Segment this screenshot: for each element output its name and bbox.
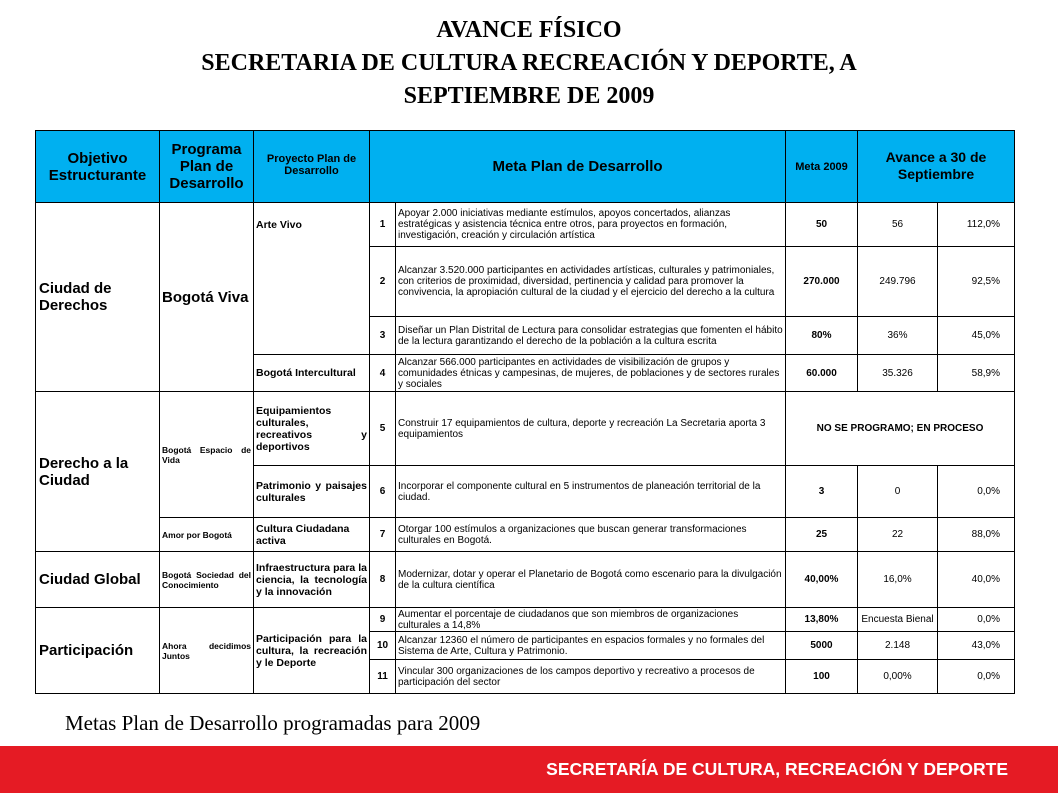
header-objetivo: Objetivo Estructurante: [36, 131, 160, 203]
proyecto-cell: Arte Vivo: [254, 203, 370, 355]
meta-number: 1: [370, 203, 396, 247]
meta-2009-value: 3: [786, 466, 858, 518]
header-avance: Avance a 30 de Septiembre: [858, 131, 1015, 203]
header-proyecto: Proyecto Plan de Desarrollo: [254, 131, 370, 203]
meta-2009-value: 13,80%: [786, 608, 858, 632]
avance-value: 0: [858, 466, 938, 518]
header-programa: Programa Plan de Desarrollo: [160, 131, 254, 203]
meta-description: Otorgar 100 estímulos a organizaciones que buscan generar transformaciones culturales en Bogotá.: [396, 518, 786, 552]
programa-cell: Bogotá Sociedad del Conocimiento: [160, 552, 254, 608]
avance-value: 16,0%: [858, 552, 938, 608]
proyecto-cell: Infraestructura para la ciencia, la tecnología y la innovación: [254, 552, 370, 608]
meta-number: 5: [370, 392, 396, 466]
avance-percent: 0,0%: [938, 466, 1015, 518]
meta-number: 3: [370, 317, 396, 355]
meta-number: 8: [370, 552, 396, 608]
avance-value: 249.796: [858, 247, 938, 317]
proyecto-cell: Participación para la cultura, la recreación y le Deporte: [254, 608, 370, 694]
meta-number: 4: [370, 355, 396, 392]
meta-description: Aumentar el porcentaje de ciudadanos que son miembros de organizaciones culturales a 14,8%: [396, 608, 786, 632]
meta-2009-value: 50: [786, 203, 858, 247]
meta-2009-value: 270.000: [786, 247, 858, 317]
table-caption: Metas Plan de Desarrollo programadas para 2009: [65, 711, 481, 735]
table-row: [36, 608, 1015, 632]
progress-table-container: [35, 130, 1014, 693]
avance-percent: 92,5%: [938, 247, 1015, 317]
meta-2009-value: 25: [786, 518, 858, 552]
meta-description: Construir 17 equipamientos de cultura, deporte y recreación La Secretaria aporta 3 equipamientos: [396, 392, 786, 466]
proyecto-cell: Equipamientos culturales, recreativos y deportivos: [254, 392, 370, 466]
avance-value: 36%: [858, 317, 938, 355]
meta-2009-value: 100: [786, 660, 858, 694]
footer-bar: [0, 746, 1058, 793]
meta-description: Diseñar un Plan Distrital de Lectura para consolidar estrategias que fomenten el hábito de la lectura garantizando el derecho de la población a la cultura escrita: [396, 317, 786, 355]
footer-text: SECRETARÍA DE CULTURA, RECREACIÓN Y DEPORTE: [546, 759, 1008, 779]
proyecto-cell: Patrimonio y paisajes culturales: [254, 466, 370, 518]
avance-percent: 0,0%: [938, 608, 1015, 632]
avance-percent: 58,9%: [938, 355, 1015, 392]
not-programmed-status: NO SE PROGRAMO; EN PROCESO: [786, 392, 1015, 466]
avance-percent: 88,0%: [938, 518, 1015, 552]
title-line-2: SECRETARIA DE CULTURA RECREACIÓN Y DEPORTE, A: [201, 50, 857, 76]
avance-value: 0,00%: [858, 660, 938, 694]
programa-cell: Amor por Bogotá: [160, 518, 254, 552]
avance-value: 56: [858, 203, 938, 247]
meta-description: Modernizar, dotar y operar el Planetario de Bogotá como escenario para la divulgación de la cultura científica: [396, 552, 786, 608]
table-row: [36, 203, 1015, 247]
meta-description: Alcanzar 3.520.000 participantes en actividades artísticas, culturales y patrimoniales, con criterios de proximidad, diversidad, pertinencia y calidad para promover la convivencia, la apropiación cultural de la ciudad y el ejercicio del derecho a la cultura: [396, 247, 786, 317]
avance-value: Encuesta Bienal: [858, 608, 938, 632]
meta-number: 7: [370, 518, 396, 552]
avance-percent: 43,0%: [938, 632, 1015, 660]
meta-description: Alcanzar 566.000 participantes en actividades de visibilización de grupos y comunidades étnicas y campesinas, de mujeres, de poblaciones y de sectores rurales y sociales: [396, 355, 786, 392]
meta-number: 11: [370, 660, 396, 694]
meta-description: Vincular 300 organizaciones de los campos deportivo y recreativo a procesos de participación del sector: [396, 660, 786, 694]
programa-cell: Bogotá Viva: [160, 203, 254, 392]
proyecto-cell: Bogotá Intercultural: [254, 355, 370, 392]
meta-description: Alcanzar 12360 el número de participantes en espacios formales y no formales del Sistema de Arte, Cultura y Patrimonio.: [396, 632, 786, 660]
progress-table: [35, 130, 1015, 694]
title-line-1: AVANCE FÍSICO: [436, 17, 622, 43]
programa-cell: Bogotá Espacio de Vida: [160, 392, 254, 518]
objetivo-cell: Ciudad de Derechos: [36, 203, 160, 392]
meta-2009-value: 80%: [786, 317, 858, 355]
objetivo-cell: Participación: [36, 608, 160, 694]
avance-percent: 40,0%: [938, 552, 1015, 608]
meta-number: 10: [370, 632, 396, 660]
avance-percent: 112,0%: [938, 203, 1015, 247]
table-header-row: [36, 131, 1015, 203]
objetivo-cell: Ciudad Global: [36, 552, 160, 608]
header-meta-2009: Meta 2009: [786, 131, 858, 203]
avance-percent: 45,0%: [938, 317, 1015, 355]
meta-description: Apoyar 2.000 iniciativas mediante estímulos, apoyos concertados, alianzas estratégicas y asistencia técnica entre otros, para proyectos en formación, investigación, creación y circulación artística: [396, 203, 786, 247]
meta-description: Incorporar el componente cultural en 5 instrumentos de planeación territorial de la ciudad.: [396, 466, 786, 518]
meta-2009-value: 40,00%: [786, 552, 858, 608]
avance-value: 35.326: [858, 355, 938, 392]
avance-value: 2.148: [858, 632, 938, 660]
table-row: [36, 518, 1015, 552]
avance-percent: 0,0%: [938, 660, 1015, 694]
avance-value: 22: [858, 518, 938, 552]
meta-number: 9: [370, 608, 396, 632]
meta-number: 2: [370, 247, 396, 317]
table-row: [36, 392, 1015, 466]
meta-2009-value: 60.000: [786, 355, 858, 392]
proyecto-cell: Cultura Ciudadana activa: [254, 518, 370, 552]
page-title: [0, 14, 1058, 113]
table-row: [36, 552, 1015, 608]
meta-2009-value: 5000: [786, 632, 858, 660]
objetivo-cell: Derecho a la Ciudad: [36, 392, 160, 552]
header-meta-plan: Meta Plan de Desarrollo: [370, 131, 786, 203]
programa-cell: Ahora decidimos Juntos: [160, 608, 254, 694]
title-line-3: SEPTIEMBRE DE 2009: [403, 83, 655, 109]
meta-number: 6: [370, 466, 396, 518]
